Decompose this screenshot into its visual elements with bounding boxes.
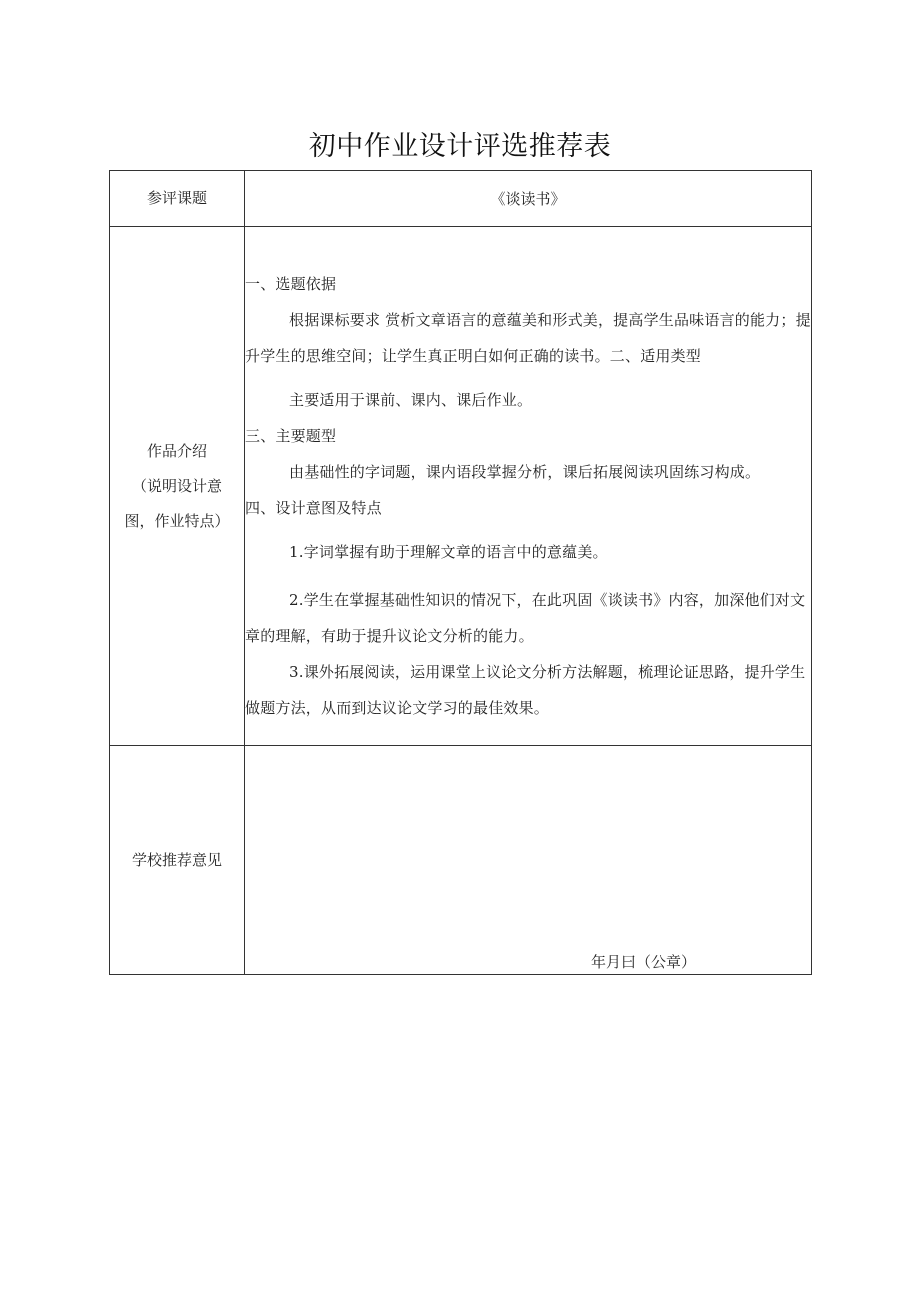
intro-paragraph-1: 根据课标要求 赏析文章语言的意蕴美和形式美，提高学生品味语言的能力；提升学生的思维空间；让学生真正明白如何正确的读书。二、适用类型 (245, 311, 811, 365)
intro-point-2: 2.学生在掌握基础性知识的情况下，在此巩固《谈读书》内容，加深他们对文章的理解，有助于提升议论文分析的能力。 (245, 591, 806, 645)
intro-label (110, 227, 245, 746)
intro-point-3: 3.课外拓展阅读，运用课堂上议论文分析方法解题，梳理论证思路，提升学生做题方法，从而到达议论文学习的最佳效果。 (245, 663, 806, 717)
opinion-content (245, 746, 812, 975)
topic-row (110, 171, 812, 227)
intro-heading-1: 一、选题依据 (245, 275, 337, 293)
intro-row (110, 227, 812, 746)
page-title: 初中作业设计评选推荐表 (308, 131, 612, 162)
intro-point-1: 1.字词掌握有助于理解文章的语言中的意蕴美。 (289, 543, 608, 561)
intro-label-line2: （说明设计意 (131, 476, 222, 495)
intro-heading-3: 三、主要题型 (245, 427, 337, 445)
intro-label-line3: 图，作业特点） (124, 511, 230, 530)
seal-date-line: 年月曰（公章） (591, 953, 697, 971)
topic-label: 参评课题 (110, 171, 245, 227)
recommendation-form-table (109, 170, 812, 975)
opinion-row (110, 746, 812, 975)
intro-paragraph-2: 主要适用于课前、课内、课后作业。 (289, 391, 533, 409)
intro-heading-4: 四、设计意图及特点 (245, 499, 382, 517)
opinion-label: 学校推荐意见 (110, 746, 245, 975)
intro-text-block (245, 246, 811, 726)
topic-value: 《谈读书》 (245, 171, 812, 227)
intro-paragraph-3: 由基础性的字词题，课内语段掌握分析，课后拓展阅读巩固练习构成。 (289, 463, 761, 481)
intro-content (245, 227, 812, 746)
intro-label-line1: 作品介绍 (146, 441, 207, 460)
